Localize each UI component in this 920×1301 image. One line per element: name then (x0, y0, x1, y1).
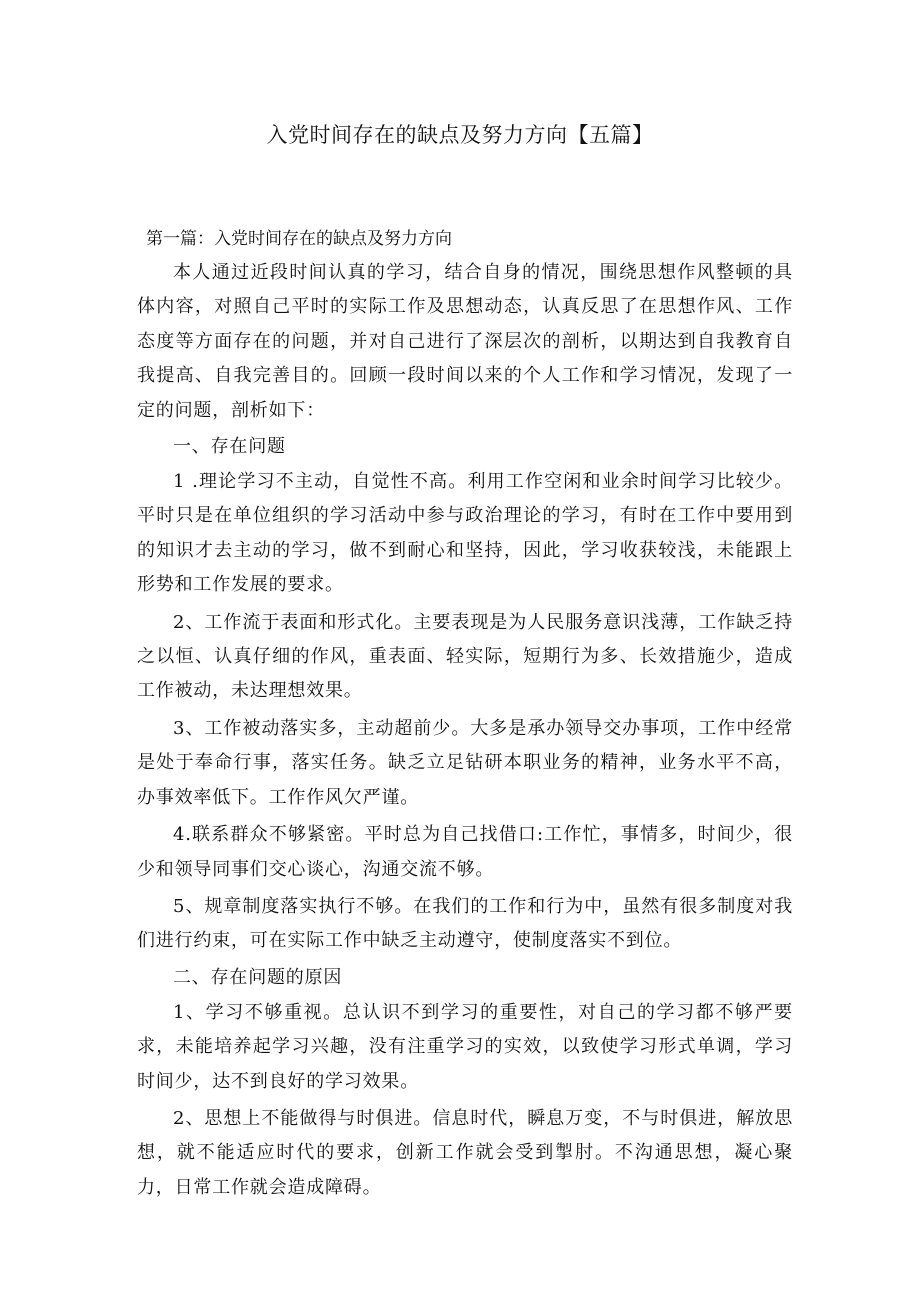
heading-problems: 一、存在问题 (173, 436, 286, 458)
problem-paragraph-1: 1 .理论学习不主动，自觉性不高。利用工作空闲和业余时间学习比较少。平时只是在单位组织的学习活动中参与政治理论的学习，有时在工作中要用到的知识才去主动的学习，做不到耐心和坚持，因此，学习收获较浅，未能跟上形势和工作发展的要求。 (137, 471, 793, 596)
heading-causes: 二、存在问题的原因 (173, 966, 343, 988)
cause-paragraph-1: 1、学习不够重视。总认识不到学习的重要性，对自己的学习都不够严要求，未能培养起学习兴趣，没有注重学习的实效，以致使学习形式单调，学习时间少，达不到良好的学习效果。 (137, 1001, 793, 1092)
cause-paragraph-2: 2、思想上不能做得与时俱进。信息时代，瞬息万变，不与时俱进，解放思想，就不能适应时代的要求，创新工作就会受到掣肘。不沟通思想，凝心聚力，日常工作就会造成障碍。 (137, 1107, 793, 1198)
problem-paragraph-5: 5、规章制度落实执行不够。在我们的工作和行为中，虽然有很多制度对我们进行约束，可在实际工作中缺乏主动遵守，使制度落实不到位。 (137, 895, 793, 952)
problem-paragraph-2: 2、工作流于表面和形式化。主要表现是为人民服务意识浅薄，工作缺乏持之以恒、认真仔细的作风，重表面、轻实际，短期行为多、长效措施少，造成工作被动，未达理想效果。 (137, 611, 793, 702)
intro-paragraph: 本人通过近段时间认真的学习，结合自身的情况，围绕思想作风整顿的具体内容，对照自己平时的实际工作及思想动态，认真反思了在思想作风、工作态度等方面存在的问题，并对自己进行了深层次的剖析，以期达到自我教育自我提高、自我完善目的。回顾一段时间以来的个人工作和学习情况，发现了一定的问题，剖析如下： (137, 262, 793, 421)
problem-paragraph-4: 4.联系群众不够紧密。平时总为自己找借口:工作忙，事情多，时间少，很少和领导同事们交心谈心，沟通交流不够。 (137, 824, 793, 880)
document-title: 入党时间存在的缺点及努力方向【五篇】 (266, 123, 654, 147)
section-heading: 第一篇：入党时间存在的缺点及努力方向 (146, 229, 452, 249)
problem-paragraph-3: 3、工作被动落实多，主动超前少。大多是承办领导交办事项，工作中经常是处于奉命行事，落实任务。缺乏立足钻研本职业务的精神，业务水平不高，办事效率低下。工作作风欠严谨。 (137, 717, 793, 808)
document-body (137, 222, 793, 1205)
